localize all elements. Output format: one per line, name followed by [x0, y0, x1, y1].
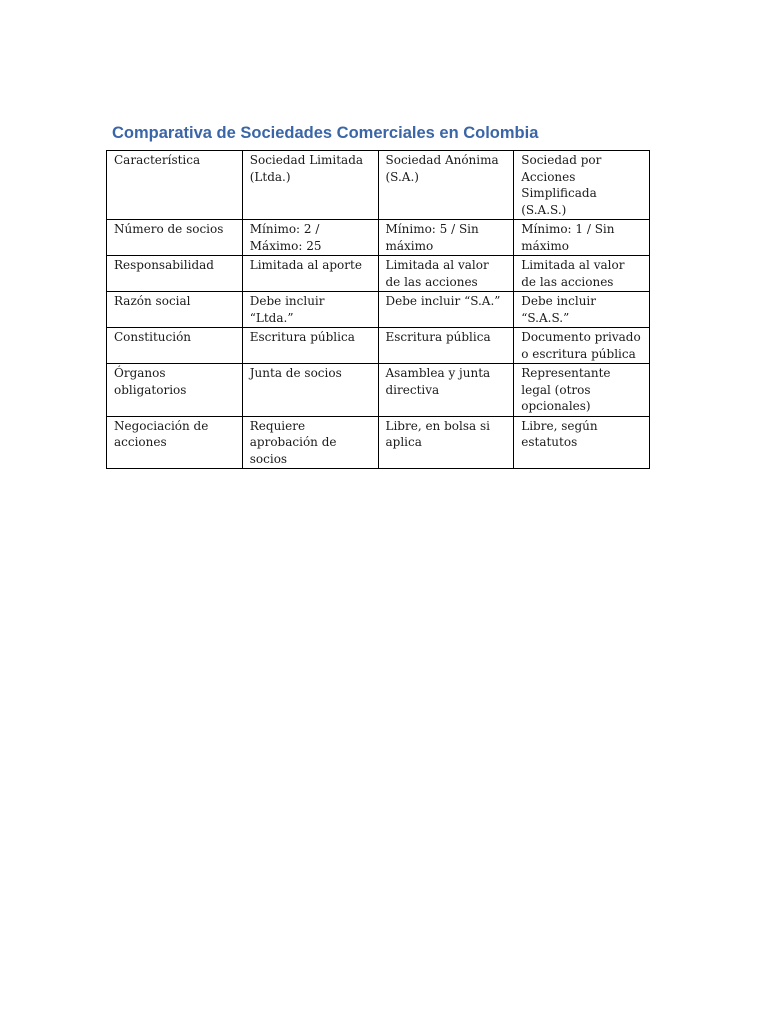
table-cell: Debe incluir “Ltda.”: [242, 292, 378, 328]
table-cell: Documento privado o escritura pública: [514, 328, 650, 364]
table-row: [107, 416, 650, 469]
table-header-cell: Característica: [107, 151, 243, 220]
comparison-table: [106, 150, 650, 469]
table-cell: Órganos obligatorios: [107, 364, 243, 417]
table-cell: Limitada al valor de las acciones: [378, 256, 514, 292]
table-cell: Mínimo: 1 / Sin máximo: [514, 220, 650, 256]
table-row: [107, 328, 650, 364]
table-cell: Debe incluir “S.A.”: [378, 292, 514, 328]
table-cell: Número de socios: [107, 220, 243, 256]
table-cell: Limitada al valor de las acciones: [514, 256, 650, 292]
table-cell: Junta de socios: [242, 364, 378, 417]
table-header-cell: Sociedad por Acciones Simplificada (S.A.S.): [514, 151, 650, 220]
table-cell: Libre, en bolsa si aplica: [378, 416, 514, 469]
table-cell: Mínimo: 5 / Sin máximo: [378, 220, 514, 256]
table-cell: Requiere aprobación de socios: [242, 416, 378, 469]
document-title: Comparativa de Sociedades Comerciales en Colombia: [112, 124, 539, 142]
table-row: [107, 364, 650, 417]
table-row: [107, 256, 650, 292]
table-cell: Escritura pública: [242, 328, 378, 364]
table-cell: Libre, según estatutos: [514, 416, 650, 469]
table-cell: Asamblea y junta directiva: [378, 364, 514, 417]
table-cell: Debe incluir “S.A.S.”: [514, 292, 650, 328]
table-cell: Razón social: [107, 292, 243, 328]
table-header-row: [107, 151, 650, 220]
table-header-cell: Sociedad Limitada (Ltda.): [242, 151, 378, 220]
table-cell: Constitución: [107, 328, 243, 364]
table-cell: Mínimo: 2 / Máximo: 25: [242, 220, 378, 256]
table-row: [107, 220, 650, 256]
table-row: [107, 292, 650, 328]
table-cell: Escritura pública: [378, 328, 514, 364]
table-cell: Representante legal (otros opcionales): [514, 364, 650, 417]
table-header-cell: Sociedad Anónima (S.A.): [378, 151, 514, 220]
table-cell: Negociación de acciones: [107, 416, 243, 469]
table-cell: Limitada al aporte: [242, 256, 378, 292]
table-cell: Responsabilidad: [107, 256, 243, 292]
